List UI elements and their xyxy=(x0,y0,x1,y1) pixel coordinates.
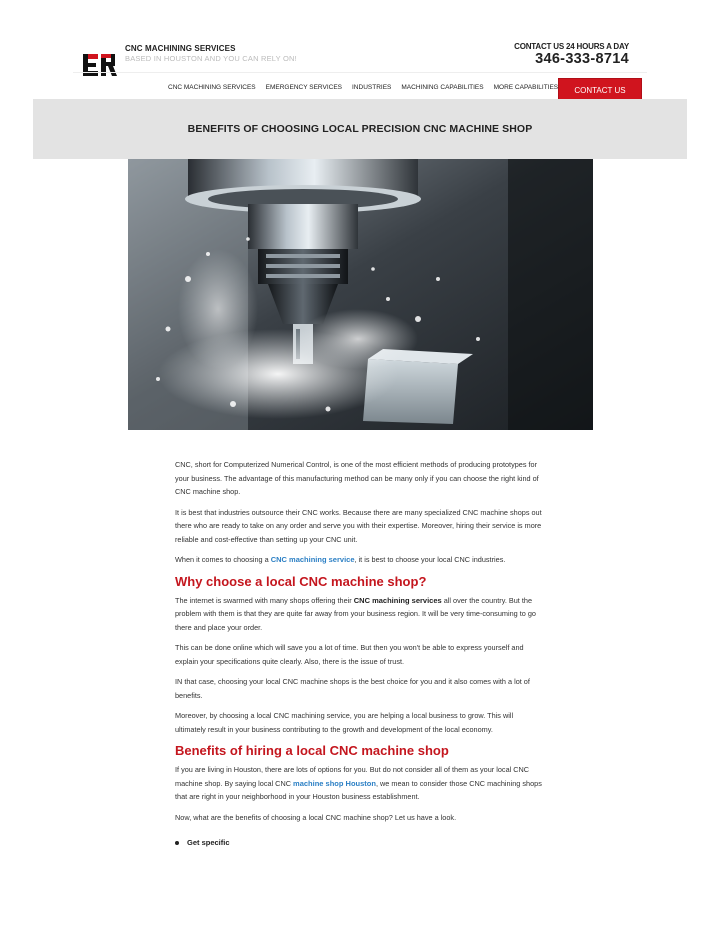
list-item xyxy=(175,838,545,847)
nav-item-emergency-services[interactable]: EMERGENCY SERVICES xyxy=(265,84,342,91)
cnc-milling-spindle-image xyxy=(128,159,593,430)
page-title: BENEFITS OF CHOOSING LOCAL PRECISION CNC MACHINE SHOP xyxy=(187,123,533,135)
article-paragraph-local-economy: Moreover, by choosing a local CNC machining service, you are helping a local business to grow. This will ultimately result in your business contributing to the growth and development of the local economy. xyxy=(175,711,514,734)
section-heading-why-local: Why choose a local CNC machine shop? xyxy=(175,573,427,589)
header-divider xyxy=(73,72,647,73)
paragraph-text: The internet is swarmed with many shops offering their xyxy=(175,595,354,605)
site-header xyxy=(73,32,647,108)
paragraph-text: When it comes to choosing a xyxy=(175,555,271,564)
page-title-banner xyxy=(33,99,687,159)
phone-number-link[interactable]: 346-333-8714 xyxy=(535,51,629,67)
nav-item-cnc-machining-services[interactable]: CNC MACHINING SERVICES xyxy=(168,84,256,91)
main-nav xyxy=(168,84,558,91)
article-paragraph-benefits-intro: Now, what are the benefits of choosing a local CNC machine shop? Let us have a look. xyxy=(175,812,457,822)
article-paragraph-intro: CNC, short for Computerized Numerical Control, is one of the most efficient methods of producing prototypes for your business. The advantage of this manufacturing method can be many only if you can choose the right kind of CNC machine shop. xyxy=(175,460,539,496)
article-paragraph-best-choice: IN that case, choosing your local CNC machine shops is the best choice for you and it also comes with a lot of benefits. xyxy=(175,677,530,700)
machine-shop-houston-link[interactable]: machine shop Houston xyxy=(293,778,376,788)
cnc-machining-service-link[interactable]: CNC machining service xyxy=(270,555,355,564)
contact-us-button[interactable]: CONTACT US xyxy=(558,78,642,102)
article-paragraph-houston xyxy=(175,763,545,804)
paragraph-text: all over the country. But the problem with them is that they are quite far away from your business region. It will be very time-consuming to go there and place your order. xyxy=(175,595,536,632)
contact-hours-label: CONTACT US 24 HOURS A DAY xyxy=(514,42,629,51)
paragraph-text: , we mean to consider those CNC machining shops that are right in your neighborhood in your Houston business establishment. xyxy=(175,778,542,801)
paragraph-text: , it is best to choose your local CNC industries. xyxy=(354,555,506,564)
paragraph-text: If you are living in Houston, there are lots of options for you. But do not consider all of them as your local CNC machine shop. By saying local CNC xyxy=(175,765,530,788)
nav-item-more-capabilities[interactable]: MORE CAPABILITIES xyxy=(493,84,559,91)
brand-title: CNC MACHINING SERVICES xyxy=(125,44,236,53)
nav-item-industries[interactable]: INDUSTRIES xyxy=(352,84,392,91)
hero-image xyxy=(128,159,593,430)
article-body xyxy=(175,458,545,847)
article-paragraph-outsource: It is best that industries outsource their CNC works. Because there are many specialized CNC machine shops out there who are ready to take on any order and serve you with their expertise. Moreover, hiring their service is more reliable and cost-effective than setting up your CNC unit. xyxy=(175,507,542,544)
bullet-icon xyxy=(175,841,179,845)
article-paragraph-internet xyxy=(175,594,545,635)
section-heading-benefits: Benefits of hiring a local CNC machine shop xyxy=(175,743,449,758)
list-item-label: Get specific xyxy=(187,838,230,847)
nav-item-machining-capabilities[interactable]: MACHINING CAPABILITIES xyxy=(401,84,484,91)
article-paragraph-online: This can be done online which will save you a lot of time. But then you won't be able to express yourself and explain your specifications quite clearly. Also, there is the issue of trust. xyxy=(175,643,524,666)
cnc-machining-services-link[interactable]: CNC machining services xyxy=(353,595,442,605)
brand-subtitle: BASED IN HOUSTON AND YOU CAN RELY ON! xyxy=(125,54,297,63)
article-paragraph-choosing xyxy=(175,553,545,567)
